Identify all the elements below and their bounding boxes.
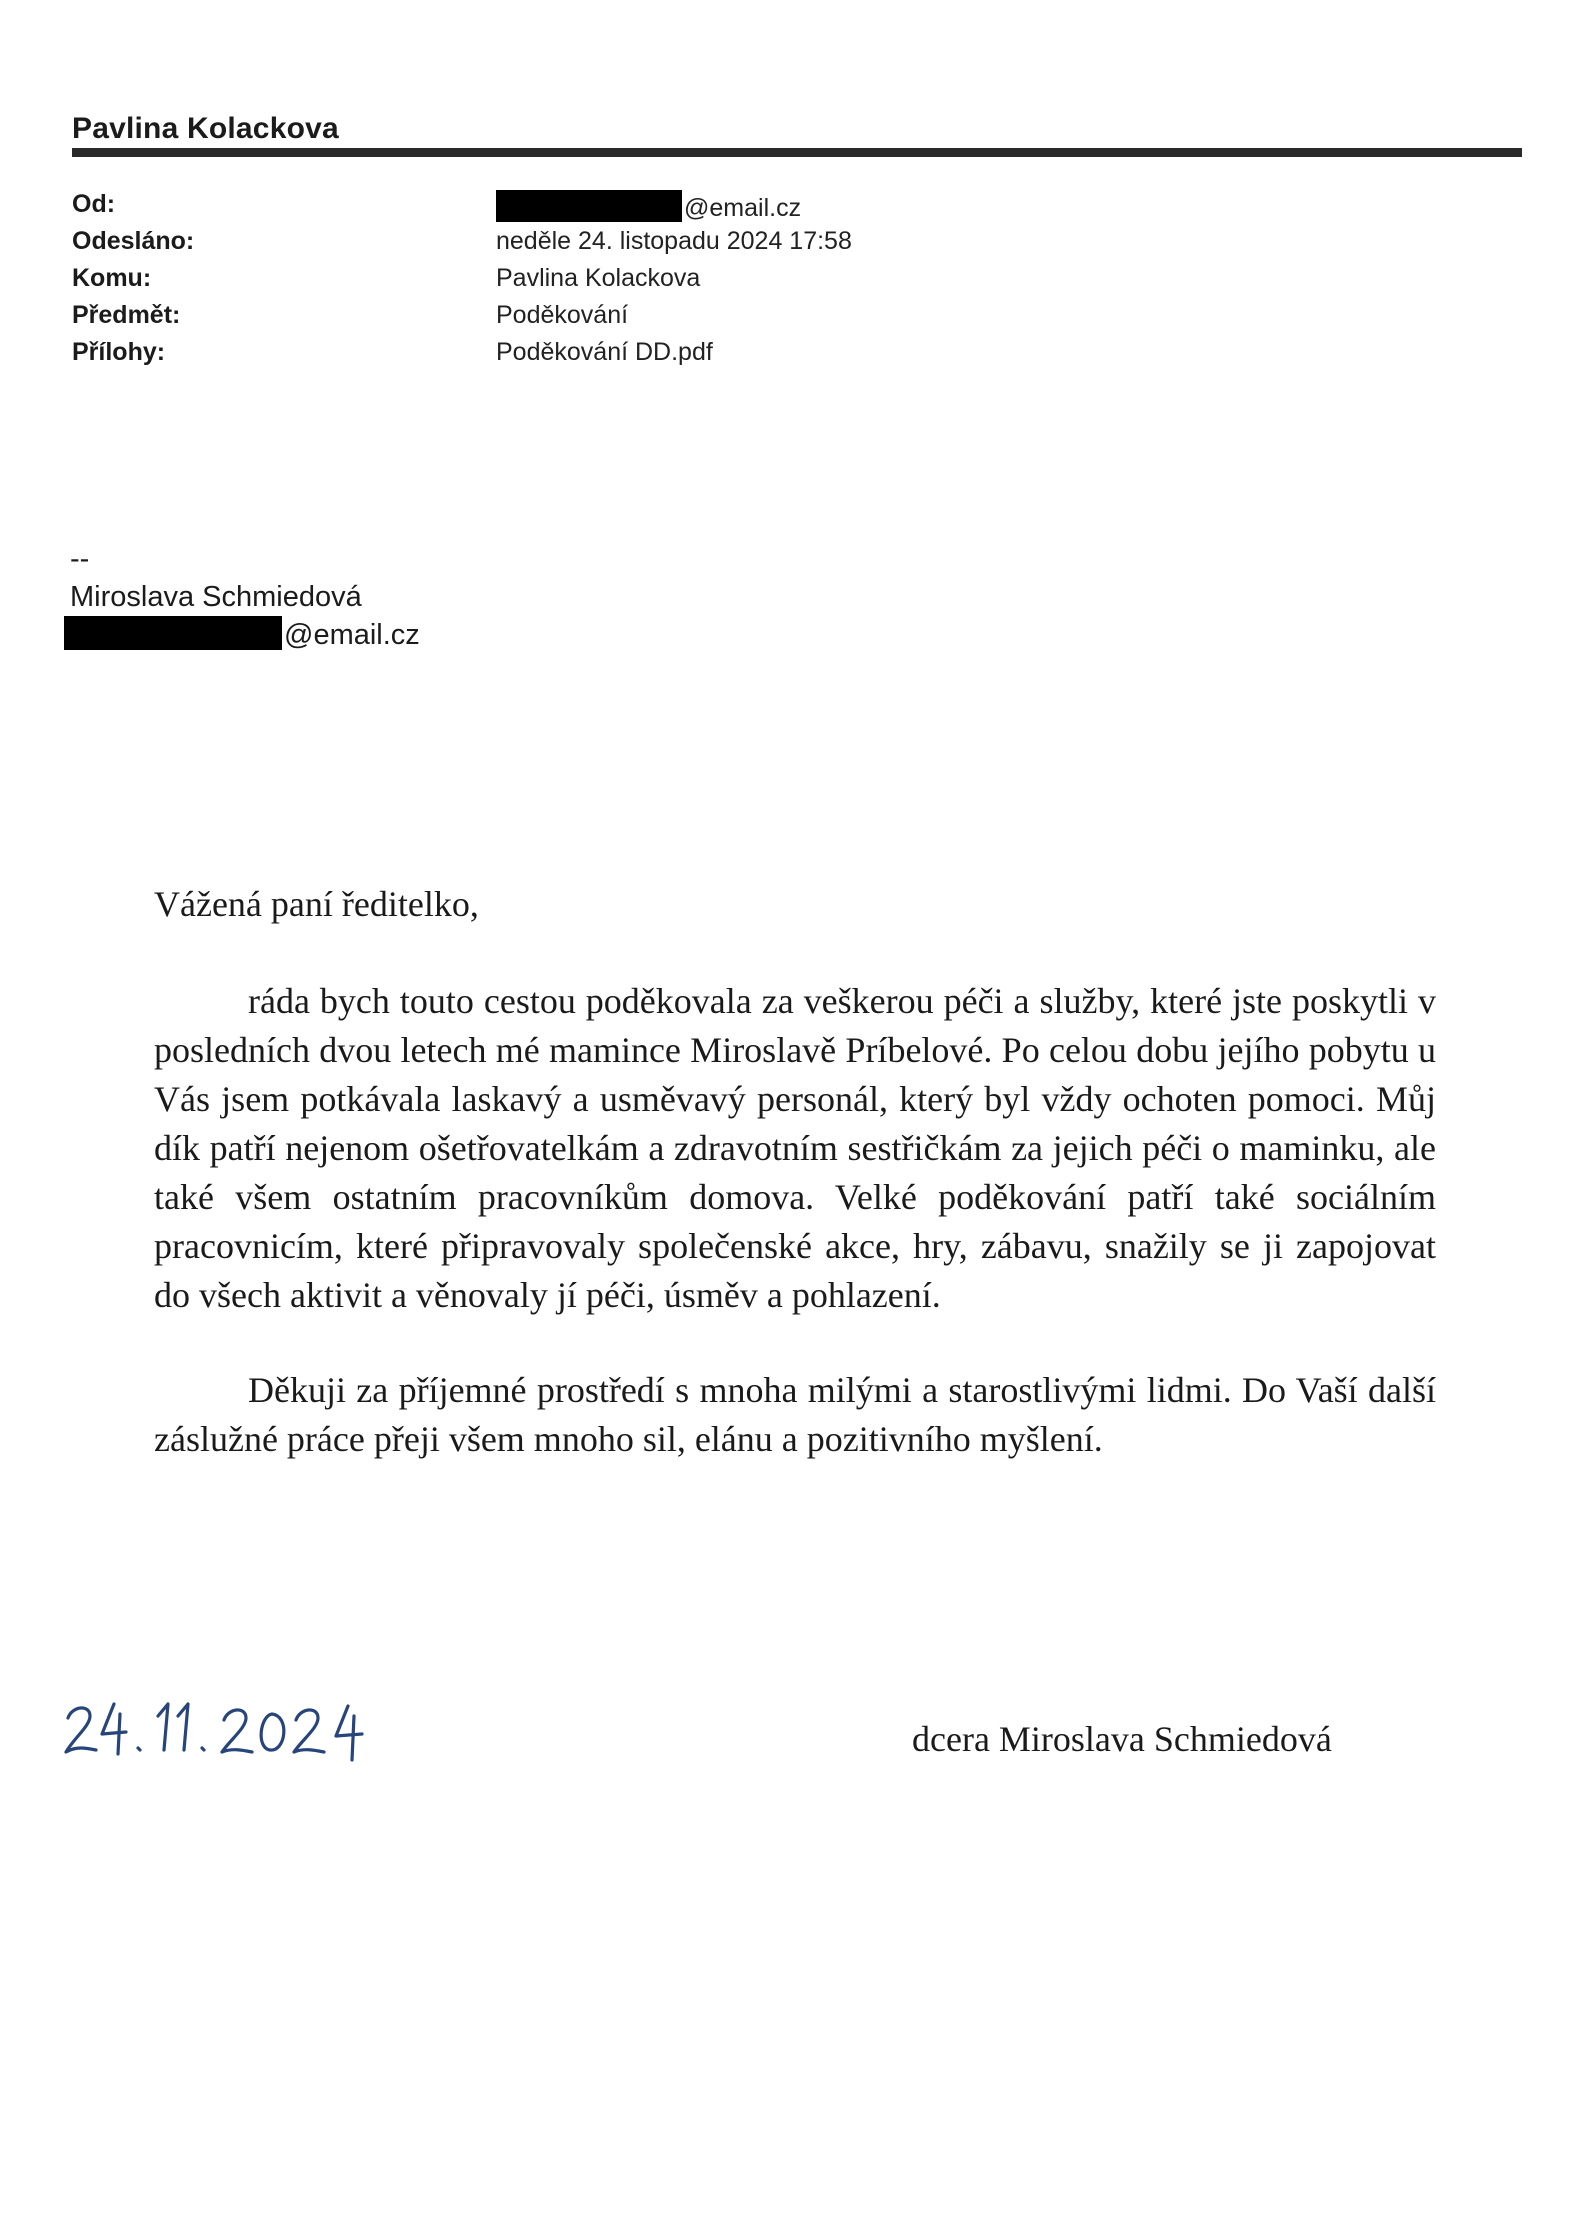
letter-closing-signature: dcera Miroslava Schmiedová [912,1719,1332,1759]
signature-name: Miroslava Schmiedová [70,581,362,613]
redaction-box [496,190,682,222]
signature-separator: -- [70,543,90,575]
meta-label-to: Komu: [72,264,152,292]
meta-value-subject: Poděkování [496,301,629,329]
meta-label-from: Od: [72,190,116,218]
signature-email [70,616,420,654]
email-signature [70,540,420,654]
redaction-box [64,616,282,650]
email-sender-name: Pavlina Kolackova [72,112,339,145]
letter-paragraph: ráda bych touto cestou poděkovala za veškerou péči a služby, které jste poskytli v posledních dvou letech mé mamince Miroslavě Príbelové. Po celou dobu jejího pobytu u Vás jsem potkávala laskavý a usměvavý personál, který byl vždy ochoten pomoci. Můj dík patří nejenom ošetřovatelkám a zdravotním sestřičkám za jejich péči o maminku, ale také všem ostatním pracovníkům domova. Velké poděkování patří také sociálním pracovnicím, které připravovaly společenské akce, hry, zábavu, snažily se ji zapojovat do všech aktivit a věnovaly jí péči, úsměv a pohlazení. [154,981,1436,1315]
meta-value-from-domain: @email.cz [684,194,802,222]
letter-salutation: Vážená paní ředitelko, [154,884,479,924]
signature-email-domain: @email.cz [284,619,420,651]
handwritten-date [60,1690,380,1770]
meta-value-from [496,190,801,223]
meta-label-sent: Odesláno: [72,227,195,255]
header-divider [72,148,1522,157]
letter-body [154,880,1436,1510]
meta-value-to: Pavlina Kolackova [496,264,701,292]
meta-value-attachments: Poděkování DD.pdf [496,338,713,366]
meta-label-attachments: Přílohy: [72,338,166,366]
meta-value-sent: neděle 24. listopadu 2024 17:58 [496,227,852,255]
meta-label-subject: Předmět: [72,301,181,329]
letter-paragraph: Děkuji za příjemné prostředí s mnoha milými a starostlivými lidmi. Do Vaší další záslužné práce přeji všem mnoho sil, elánu a pozitivního myšlení. [154,1370,1436,1459]
